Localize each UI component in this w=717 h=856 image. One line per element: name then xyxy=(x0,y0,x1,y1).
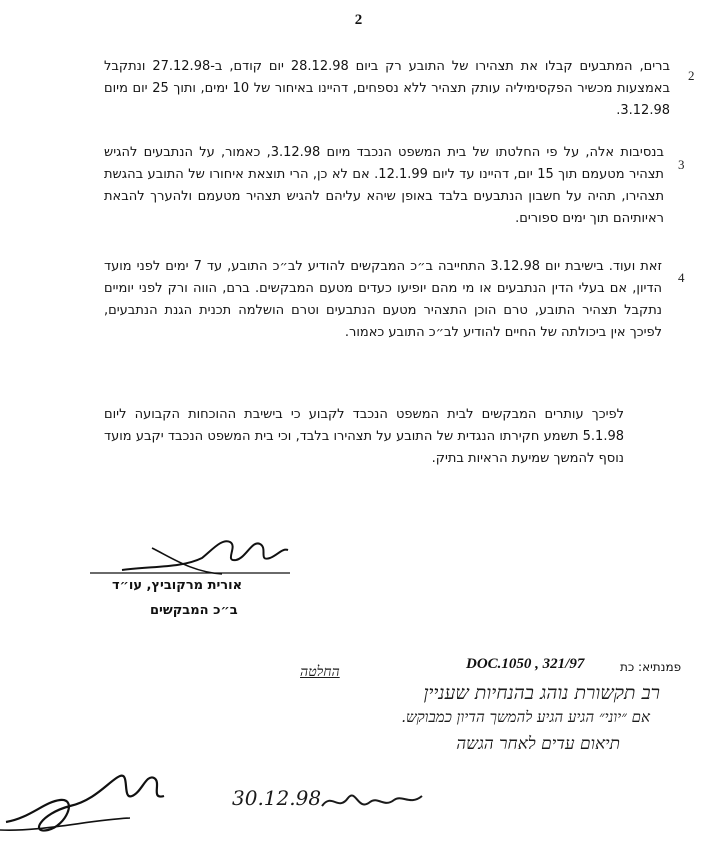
paragraph-text: זאת ועוד. בישיבת יום 3.12.98 התחייבה ב״כ המבקשים להודיע לב״כ התובע, עד 7 ימים לפני מועד הדיון, אם בעלי הדין הנתבעים או מי מהם יופיעו כעדים מטעם המבקשים. ברם, הווה ורק לפני יומיים נתקבל תצהיר התובע, טרם הוכן התצהיר מטעם הנתבעים וטרם הושלמה תכנית הגנת הנתבעים, לפיכך אין ביכולתה של החיים להודיע לב״כ התובע כאמור. xyxy=(104,259,663,340)
signature-line xyxy=(90,570,290,576)
reference-code: DOC.1050 , 321/97 xyxy=(466,656,585,672)
paragraph-text: ברים, המתבעים קבלו את תצהירו של התובע רק ביום 28.12.98 יום קודם, ב-27.12.98 ונתקבל באמצעות מכשיר הפקסימיליה עותק תצהיר ללא נספחים, דהיינו באיחור של 10 ימים, ותוך 25 יום מיום 3.12.98. xyxy=(104,59,670,118)
paragraph-number: 3 xyxy=(678,157,685,172)
handwritten-line: רב תקשורת נוהג בהנחיות שעניין xyxy=(423,682,660,704)
handwritten-header: החלטה xyxy=(300,664,340,680)
paragraph-number: 4 xyxy=(678,270,685,285)
paragraph-number: 2 xyxy=(688,68,695,83)
signer-role: ב״כ המבקשים xyxy=(150,603,238,618)
handwritten-line: תיאום עדים לאחר הגשה xyxy=(456,734,620,754)
page-number: 2 xyxy=(354,12,363,28)
handwritten-date: 30.12.98 xyxy=(232,786,322,810)
handwritten-initials xyxy=(318,782,438,822)
handwritten-line: אם ״יוני״ הגיע הגיע להמשך הדיון כמבוקש. xyxy=(401,708,650,726)
signer-name: אורית מרקוביץ, עו״ד xyxy=(112,578,243,593)
paragraph-text: בנסיבות אלה, על פי החלטתו של בית המשפט הנכבד מיום 3.12.98, כאמור, על הנתבעים להגיש תצהיר מטעמם תוך 15 יום, דהיינו עד ליום 12.1.99. אם לא כן, הרי תוצאת איחורו של התובע בהגשת תצהירו, תהיה על חשבון הנתבעים בלבד באופן שיהא עליהם להגיש תצהיר מטעמם ולהערך להבאת ראיותיהם תוך ימים ספורים. xyxy=(104,145,664,226)
reference-label: פמנתיא: כת xyxy=(620,660,682,674)
conclusion-paragraph: לפיכך עותרים המבקשים לבית המשפט הנכבד לקבוע כי בישיבת ההוכחות הקבועה ליום 5.1.98 תשמע חקירתו הנגדית של התובע על תצהירו בלבד, וכי בית המשפט הנכבד יקבע מועד נוסף להמשך שמיעת הראיות בתיק. xyxy=(104,407,624,466)
judge-signature xyxy=(0,760,180,840)
